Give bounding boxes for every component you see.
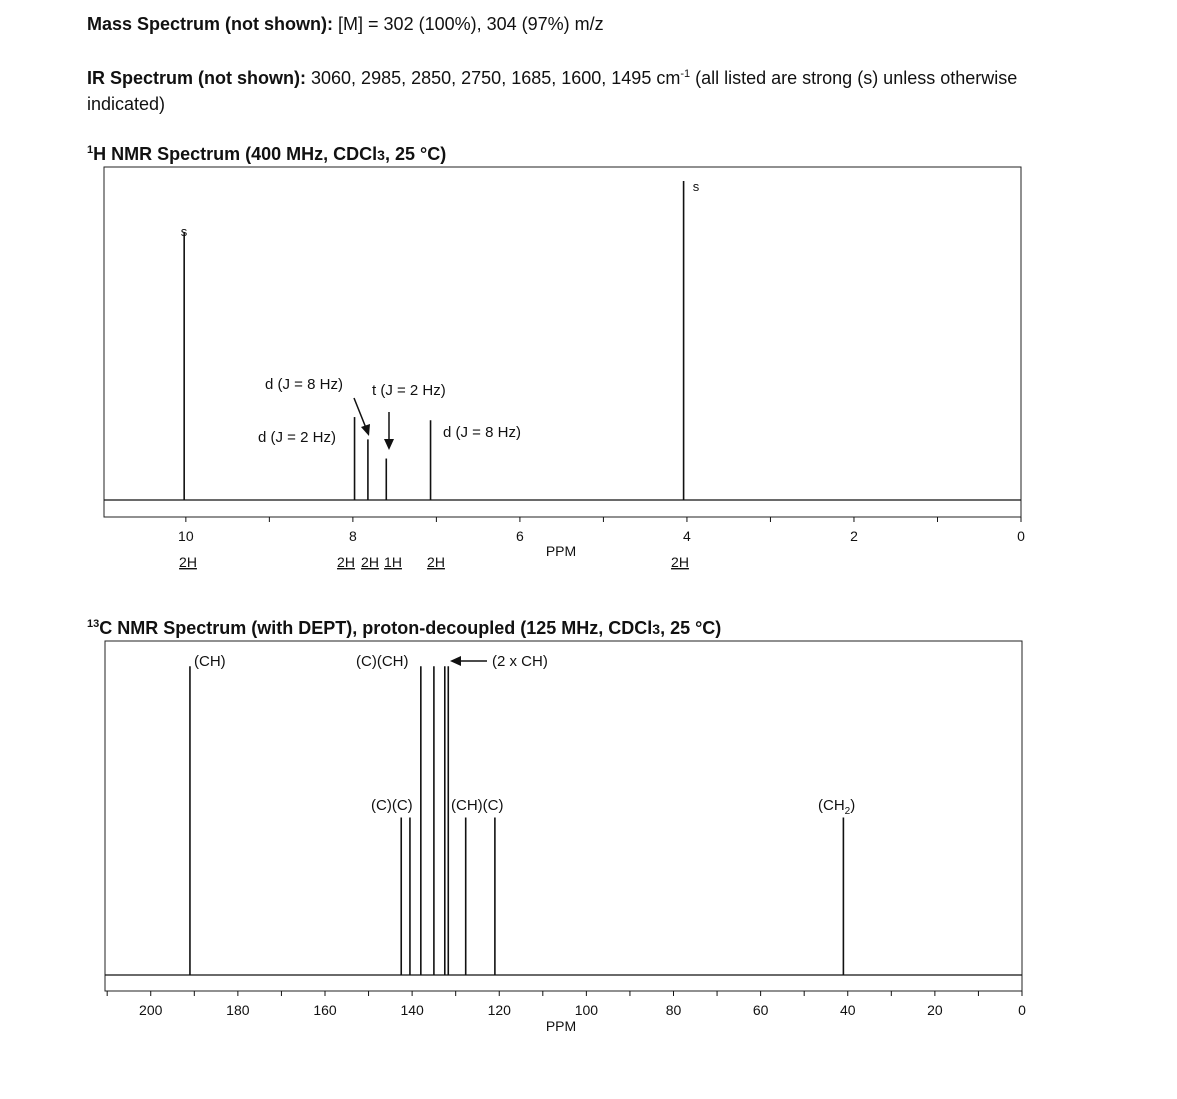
h-tick-label-8: 8: [348, 528, 357, 544]
h-peak-label-798: d (J = 8 Hz): [265, 376, 343, 393]
c-ann-c-c: (C)(C): [371, 797, 413, 814]
h-int-10: 2H: [179, 554, 197, 570]
c-tick-label-60: 60: [752, 1002, 769, 1018]
h-tick-label-0: 0: [1017, 528, 1025, 544]
h-peak-label-707: d (J = 8 Hz): [443, 424, 521, 441]
c-nmr-title-tail: , 25 °C): [660, 618, 722, 638]
h-int-798: 2H: [337, 554, 355, 570]
h-nmr-title-sup: 1: [87, 144, 94, 156]
h-tick-label-6: 6: [516, 528, 524, 544]
c-nmr-title-text: C NMR Spectrum (with DEPT), proton-decoupled (125 MHz, CDCl: [99, 618, 653, 638]
h-xlabel: PPM: [545, 543, 577, 559]
mass-spectrum-label: Mass Spectrum (not shown):: [87, 14, 334, 34]
c-ann-ch-c: (CH)(C): [451, 797, 504, 814]
ir-spectrum-values: 3060, 2985, 2850, 2750, 1685, 1600, 1495 cm: [311, 68, 681, 88]
h-int-782: 2H: [361, 554, 379, 570]
mass-spectrum-text: [M] = 302 (100%), 304 (97%) m/z: [338, 14, 604, 34]
ir-spectrum-unit-sup: -1: [680, 68, 691, 80]
h-nmr-title-text: H NMR Spectrum (400 MHz, CDCl: [93, 144, 378, 164]
c-ann-ch-191: (CH): [194, 653, 226, 670]
c-nmr-ticks: [107, 991, 1026, 1018]
c-tick-label-200: 200: [139, 1002, 163, 1018]
c-tick-label-100: 100: [574, 1002, 599, 1018]
c-xlabel: PPM: [545, 1018, 577, 1034]
ir-spectrum-label: IR Spectrum (not shown):: [87, 68, 306, 88]
c-arrowhead-2xch: [450, 656, 461, 666]
h-int-4: 2H: [671, 554, 689, 570]
c-ann-2xch: (2 x CH): [492, 653, 548, 670]
h-tick-label-4: 4: [683, 528, 691, 544]
h-nmr-title-tail: , 25 °C): [384, 144, 447, 164]
h-peak-label-782: d (J = 2 Hz): [258, 429, 336, 446]
c-tick-label-180: 180: [226, 1002, 250, 1018]
c-tick-label-140: 140: [400, 1002, 424, 1018]
h-tick-label-10: 10: [178, 528, 194, 544]
c-tick-label-120: 120: [487, 1002, 511, 1018]
c-ann-ch2: $(CH_2)$: [818, 797, 856, 817]
c-nmr-title-sup: 13: [87, 618, 100, 630]
c-tick-label-40: 40: [839, 1002, 856, 1018]
c-tick-label-0: 0: [1018, 1002, 1026, 1018]
h-peak-label-760: t (J = 2 Hz): [372, 382, 446, 399]
h-nmr-title-sub: 3: [377, 147, 385, 163]
h-tick-label-2: 2: [850, 528, 858, 544]
ir-spectrum-note: (all listed are strong (s) unless otherwise indicated): [87, 68, 1018, 114]
c-tick-label-20: 20: [927, 1002, 943, 1018]
c-nmr-frame: [105, 641, 1022, 991]
c-tick-label-80: 80: [665, 1002, 682, 1018]
c-nmr-title-sub: 3: [652, 621, 661, 637]
c-nmr-peaks: [190, 666, 843, 975]
h-int-707: 2H: [427, 554, 445, 570]
h-int-760: 1H: [384, 554, 402, 570]
c-ann-c-ch: (C)(CH): [356, 653, 409, 670]
c-tick-label-160: 160: [313, 1002, 337, 1018]
h-peak-label-10: s: [180, 224, 188, 239]
h-peak-label-4: s: [692, 179, 700, 194]
